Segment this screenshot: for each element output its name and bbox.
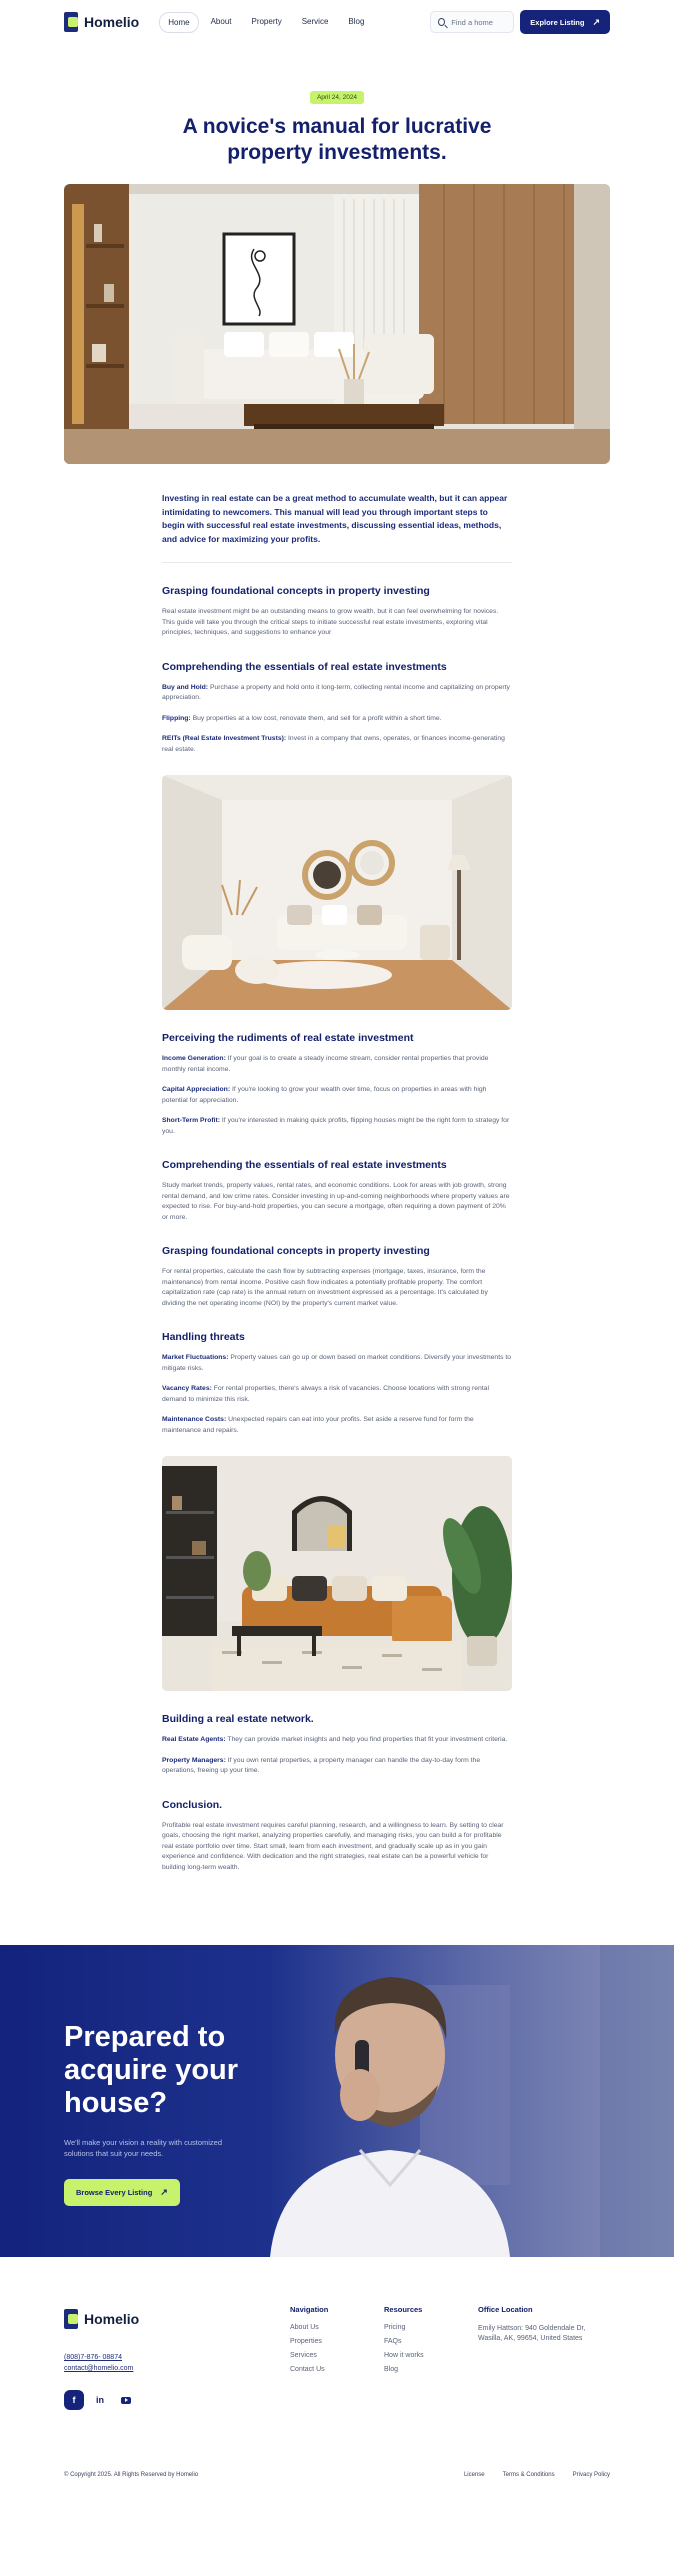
list-item: Short-Term Profit: If you're interested in making quick profits, flipping houses might be the right form to strategy for you. [162,1117,510,1135]
search-icon [438,18,445,26]
footer-logo[interactable] [64,2309,139,2329]
footer-link-contact[interactable]: Contact Us [290,2366,325,2373]
explore-listing-button[interactable] [520,10,610,34]
boho-living-room-illustration [162,775,512,1010]
youtube-icon[interactable] [116,2390,136,2410]
search-box [430,11,514,33]
arrow-up-right-icon: ↗ [592,16,600,27]
article-lead: Investing in real estate can be a great method to accumulate wealth, but it can appear intimidating to newcomers. This manual will lead you through important steps to begin with successful real estate investments, discussing essential ideas, methods, and advice for maximizing your profits. [162,493,508,544]
browse-listing-label: Browse Every Listing [76,2188,153,2197]
section-title: Handling threats [162,1331,245,1343]
footer-link-services[interactable]: Services [290,2352,317,2359]
orange-sofa-illustration [162,1456,512,1691]
header-actions [430,10,610,34]
social-links [64,2390,136,2410]
footer-link-blog[interactable]: Blog [384,2366,399,2373]
living-room-illustration [64,184,610,464]
footer-link-pricing[interactable]: Pricing [384,2324,406,2331]
nav-home[interactable]: Home [159,12,198,33]
footer-link-faqs[interactable]: FAQs [384,2338,402,2345]
footer-col-title: Office Location [478,2305,533,2314]
divider [162,562,512,563]
brand-name: Homelio [84,2311,140,2327]
cta-subtitle: We'll make your vision a reality with customized solutions that suit your needs. [64,2138,223,2158]
phone-link[interactable]: (808)7-876- 08874 [64,2354,122,2361]
footer-col-title: Navigation [290,2305,329,2314]
footer-navigation [290,2305,328,2380]
footer-resources [384,2305,424,2380]
list-item: REITs (Real Estate Investment Trusts): Invest in a company that owns, operates, or finances income-generating real estate. [162,735,505,753]
logo-icon [64,2309,78,2329]
license-link[interactable]: License [463,2472,485,2478]
section-text: Real estate investment might be an outstanding means to grow wealth, but it can feel overwhelming for novices. This guide will take you through the critical steps to initiate successful real estate investments, exploring vital principles, techniques, and suggestions to enhance your [162,608,499,636]
list-item: Property Managers: If you own rental properties, a property manager can handle the day-to-day form the operations, freeing up your time. [162,1756,481,1774]
arrow-up-right-icon: ↗ [160,2187,168,2197]
article-content [162,492,512,1873]
cta-banner [0,1945,674,2257]
brand-logo[interactable] [64,12,139,32]
linkedin-icon[interactable]: in [96,2395,104,2405]
cta-title: Prepared to acquire your house? [64,2021,239,2119]
section-title: Perceiving the rudiments of real estate investment [162,1032,414,1044]
explore-listing-label: Explore Listing [530,17,585,27]
section-title: Grasping foundational concepts in property investing [162,585,430,597]
copyright: © Copyright 2025. All Rights Reserved by Homelio [64,2472,199,2478]
footer-col-title: Resources [384,2305,423,2314]
living-room-image [162,775,512,1010]
nav-about[interactable]: About [210,16,232,26]
section-title: Grasping foundational concepts in property investing [162,1245,430,1257]
footer-link-properties[interactable]: Properties [290,2338,322,2345]
section-title: Building a real estate network. [162,1713,314,1725]
privacy-link[interactable]: Privacy Policy [572,2472,610,2478]
list-item: Market Fluctuations: Property values can go up or down based on market conditions. Diversify your investments to mitigate risks. [162,1354,512,1372]
list-item: Capital Appreciation: If you're looking to grow your wealth over time, focus on properties in areas with high potential for appreciation. [162,1086,487,1104]
footer-bottom [64,2472,610,2478]
orange-sofa-image [162,1456,512,1691]
browse-listing-button[interactable] [64,2179,180,2206]
site-header [0,0,674,44]
legal-links [464,2472,610,2478]
hero-image [64,184,610,464]
main-nav [159,12,372,33]
nav-blog[interactable]: Blog [348,16,365,26]
search-input[interactable] [451,18,506,27]
facebook-icon[interactable]: f [64,2390,84,2410]
footer-contact [64,2352,133,2374]
article-title: A novice's manual for lucrative property investments. [182,115,492,164]
nav-service[interactable]: Service [301,16,329,26]
section-text: Profitable real estate investment requires careful planning, research, and a willingness to learn. By setting to clear goals, choosing the right market, analyzing properties carefully, and managing risks, you can build a for profitable real estate portfolio over time. Start small, learn from each investment, and gradually scale up as in you gain experience and confidence. With dedication and the right strategies, real estate can be a powerful vehicle for building long-term wealth. [162,1821,504,1871]
site-footer [0,2257,674,2497]
list-item: Maintenance Costs: Unexpected repairs can eat into your profits. Set aside a reserve fund for form the maintenance and repairs. [162,1416,474,1434]
date-wrap [0,86,674,104]
office-address: Emily Hattson: 940 Goldendale Dr, Wasilla, AK, 99654, United States [478,2325,586,2342]
date-badge: April 24, 2024 [310,91,364,104]
email-link[interactable]: contact@homelio.com [64,2365,134,2372]
footer-link-how-it-works[interactable]: How it works [384,2352,424,2359]
section-text: Study market trends, property values, rental rates, and economic conditions. Look for areas with job growth, strong rental demand, and low crime rates. Consider investing in up-and-coming neighborhoods where property values are expected to rise. For buy-and-hold properties, you can secure a mortgage, often requiring a down payment of 20% or more. [162,1182,510,1221]
section-text: For rental properties, calculate the cash flow by subtracting expenses (mortgage, taxes, insurance, form the maintenance) from rental income. Positive cash flow indicates a potentially profitable property. The comfort capitalization rate (cap rate) is the annual return on investment expressed as a percentage. It's calculated by dividing the net operating income (NOI) by the property's current market value. [162,1268,488,1307]
footer-link-about[interactable]: About Us [290,2324,319,2331]
section-title: Conclusion. [162,1798,223,1811]
nav-property[interactable]: Property [251,16,282,26]
section-title: Comprehending the essentials of real estate investments [162,1159,447,1171]
list-item: Buy and Hold: Purchase a property and hold onto it long-term, collecting rental income and capitalizing on property appreciation. [162,683,510,701]
list-item: Real Estate Agents: They can provide market insights and help you find properties that fit your investment criteria. [162,1736,508,1743]
section-title: Comprehending the essentials of real estate investments [162,660,447,673]
list-item: Income Generation: If your goal is to create a steady income stream, consider rental properties that provide monthly rental income. [162,1055,489,1073]
terms-link[interactable]: Terms & Conditions [502,2472,555,2478]
brand-name: Homelio [84,14,140,30]
list-item: Vacancy Rates: For rental properties, there's always a risk of vacancies. Choose locations with strong rental demand to minimize this risk. [162,1385,489,1403]
list-item: Flipping: Buy properties at a low cost, renovate them, and sell for a profit within a short time. [162,714,442,722]
footer-office [478,2305,598,2344]
logo-icon [64,12,78,32]
